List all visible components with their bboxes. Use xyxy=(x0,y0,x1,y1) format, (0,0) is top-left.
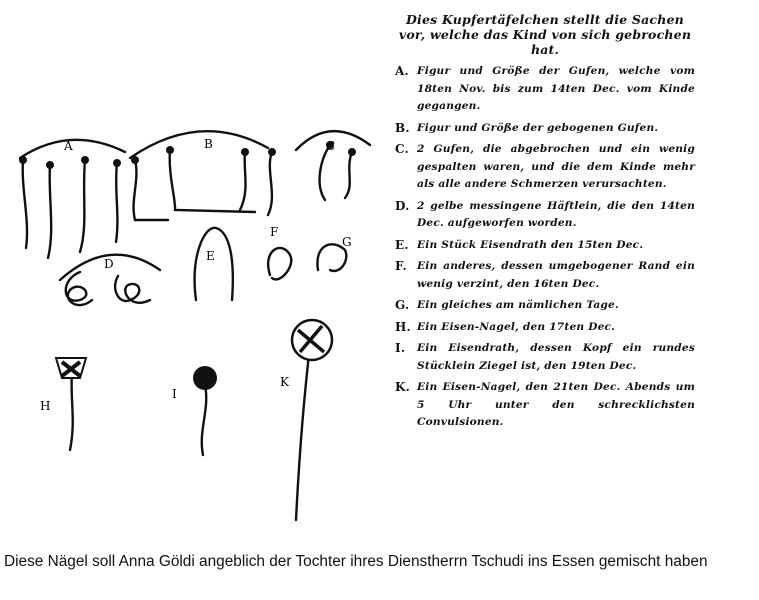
pin-head-a2 xyxy=(46,161,54,169)
pin-head-a3 xyxy=(81,156,89,164)
legend-entry-text: Ein Stück Eisendrath den 15ten Dec. xyxy=(417,238,644,251)
pin-head-b1 xyxy=(131,156,139,164)
legend-entry-key: A. xyxy=(395,64,409,78)
pin-b3 xyxy=(240,152,246,210)
legend-entry xyxy=(395,63,695,116)
legend-entry xyxy=(395,340,695,375)
legend-entry-text: 2 Gufen, die abgebrochen und ein wenig gespalten waren, und die dem Kinde mehr als alle andere Schmerzen verursachten. xyxy=(417,143,695,190)
legend-entry xyxy=(395,297,695,315)
wire-i-shaft xyxy=(202,385,206,455)
legend-entry-text: Figur und Größe der Gufen, welche vom 18ten Nov. bis zum 14ten Dec. vom Kinde gegangen. xyxy=(417,65,695,112)
hook-d2 xyxy=(115,276,150,303)
pin-b1 xyxy=(134,160,168,220)
pin-c1 xyxy=(320,145,330,200)
legend-entry-text: Ein gleiches am nämlichen Tage. xyxy=(417,299,619,311)
legend-entry xyxy=(395,319,695,337)
legend-entry-text: Ein Eisen-Nagel, den 17ten Dec. xyxy=(417,320,616,333)
wire-e xyxy=(195,228,233,300)
wire-i-head xyxy=(193,366,217,390)
pin-head-b4 xyxy=(268,148,276,156)
pin-a1 xyxy=(23,160,27,248)
engraving-plate xyxy=(0,0,400,540)
pin-b4 xyxy=(268,152,272,215)
hook-d1 xyxy=(66,272,92,305)
legend-entry xyxy=(395,379,695,432)
legend-entry-key: H. xyxy=(395,319,411,334)
plate-letter-i: I xyxy=(172,387,177,401)
legend-entry xyxy=(395,198,695,233)
legend-entry-key: C. xyxy=(395,142,409,156)
pin-a3 xyxy=(80,160,85,252)
pin-a2 xyxy=(48,165,51,258)
legend-entry-key: E. xyxy=(395,237,409,252)
plate-letter-d: D xyxy=(104,257,114,271)
pin-head-a4 xyxy=(113,159,121,167)
plate-letter-g: G xyxy=(342,235,352,249)
legend-entry-key: F. xyxy=(395,259,407,273)
plate-letter-f: F xyxy=(270,225,279,239)
legend-entry xyxy=(395,120,695,138)
nail-h-head xyxy=(56,358,86,378)
image-caption: Diese Nägel soll Anna Göldi angeblich der Tochter ihres Dienstherrn Tschudi ins Essen gemischt haben xyxy=(4,553,708,570)
legend-entry-key: D. xyxy=(395,198,410,213)
nail-k-shaft xyxy=(296,345,310,520)
legend-entry-key: I. xyxy=(395,341,406,355)
pin-head-c2 xyxy=(348,148,356,156)
legend-entries xyxy=(395,63,695,432)
nail-h-shaft xyxy=(70,372,73,450)
plate-letter-c: C xyxy=(326,139,336,153)
legend-entry-text: 2 gelbe messingene Häftlein, die den 14ten Dec. aufgeworfen worden. xyxy=(417,199,695,229)
legend-entry xyxy=(395,258,695,293)
legend-entry-key: G. xyxy=(395,298,410,312)
plate-letter-b: B xyxy=(204,137,213,151)
legend-entry xyxy=(395,141,695,194)
legend-entry-key: B. xyxy=(395,120,410,135)
legend-entry-text: Figur und Größe der gebogenen Gufen. xyxy=(417,121,659,134)
wire-f xyxy=(268,248,291,280)
plate-letter-e: E xyxy=(206,249,215,263)
legend-entry-text: Ein anderes, dessen umgebogener Rand ein wenig verzint, den 16ten Dec. xyxy=(417,260,695,290)
nail-k-head xyxy=(292,320,332,360)
legend-entry-text: Ein Eisendrath, dessen Kopf ein rundes Stücklein Ziegel ist, den 19ten Dec. xyxy=(417,342,695,372)
legend-intro: Dies Kupfertäfelchen stellt die Sachen vor, welche das Kind von sich gebrochen hat. xyxy=(398,12,692,57)
pin-c2 xyxy=(345,152,352,198)
plate-letter-h: H xyxy=(40,399,51,413)
pin-head-b3 xyxy=(241,148,249,156)
plate-letter-k: K xyxy=(280,375,289,389)
pin-a4 xyxy=(116,163,117,242)
legend-entry xyxy=(395,237,695,255)
plate-letter-a: A xyxy=(64,139,73,153)
pin-head-b2 xyxy=(166,146,174,154)
plate-legend xyxy=(395,12,695,432)
legend-entry-text: Ein Eisen-Nagel, den 21ten Dec. Abends um 5 Uhr unter den schrecklichsten Convulsionen. xyxy=(417,381,695,428)
pin-head-a1 xyxy=(19,156,27,164)
legend-entry-key: K. xyxy=(395,380,411,394)
